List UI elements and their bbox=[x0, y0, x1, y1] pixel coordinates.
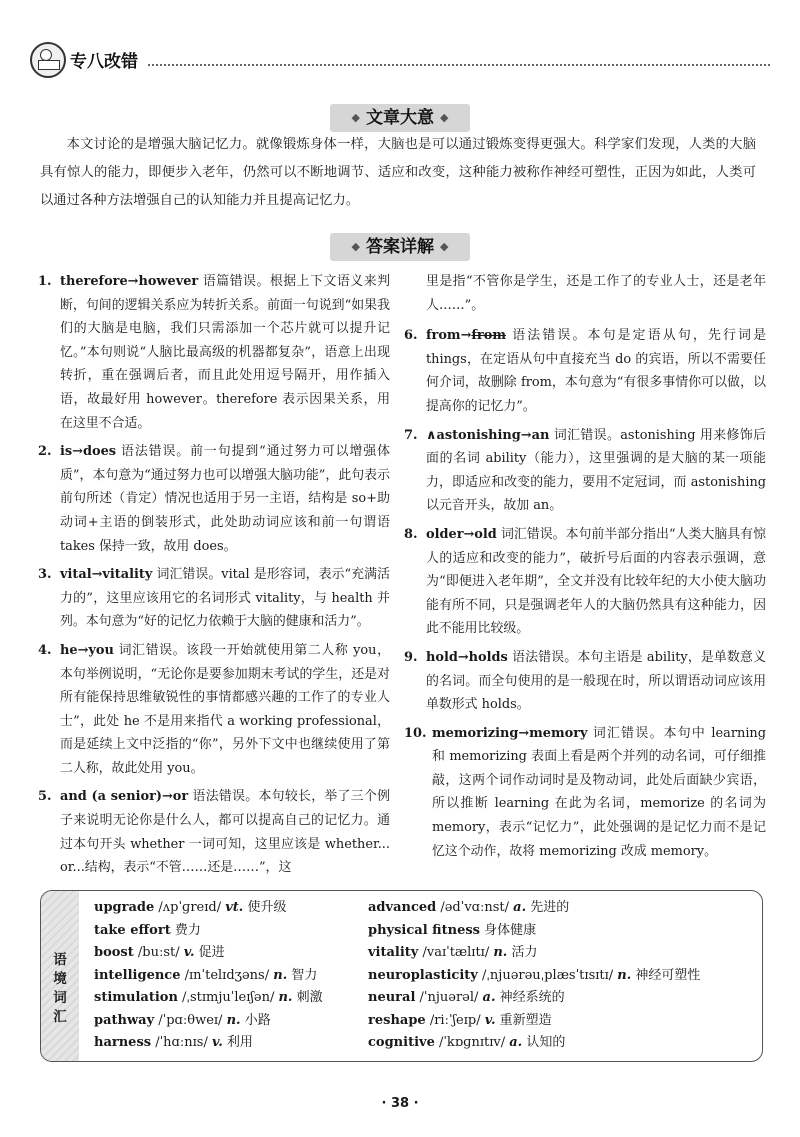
explanation: vital 是形容词，表示“充满活力的”，这里应该用它的名词形式 vitality，与 health 并列。本句意为“好的记忆力依赖于大脑的健康和活力”。 bbox=[60, 567, 390, 630]
correction: ∧astonishing→an bbox=[426, 427, 550, 443]
vocab-meaning: 重新塑造 bbox=[495, 1012, 552, 1028]
vocab-word: intelligence bbox=[94, 967, 181, 983]
vocab-entry bbox=[94, 987, 364, 1010]
vocab-entry bbox=[368, 920, 753, 943]
error-type: 语法错误。 bbox=[188, 789, 259, 805]
answer-item bbox=[38, 785, 390, 879]
answer-item bbox=[404, 646, 766, 717]
vocab-word: advanced bbox=[368, 900, 437, 915]
answer-number: 5. bbox=[38, 789, 52, 805]
correction: vital→vitality bbox=[60, 567, 153, 583]
answer-item bbox=[38, 270, 390, 435]
vocab-word: upgrade bbox=[94, 900, 155, 915]
diamond-icon: ◆ bbox=[351, 111, 360, 124]
vocab-entry bbox=[94, 1032, 364, 1055]
explanation: 本句前半部分指出“人类大脑具有惊人的适应和改变的能力”，破折号后面的内容表示强调，意为“即便进入老年期”，全文并没有比较年纪的大小使大脑功能有所不同，只是强调老年人的大脑仍然具有这种能力，因此不能用比较级。 bbox=[426, 526, 766, 637]
vocab-ipa: /ˈnjuərəl/ bbox=[415, 990, 483, 1005]
explanation: 本句主语是 ability，是单数意义的名词。而全句使用的是一般现在时，所以谓语动词应该用单数形式 holds。 bbox=[426, 649, 766, 713]
vocab-word: neuroplasticity bbox=[368, 967, 478, 983]
answer-number: 2. bbox=[38, 444, 52, 460]
answer-title-text: 答案详解 bbox=[366, 237, 434, 257]
vocab-pos: a. bbox=[513, 900, 527, 915]
correction: from→from bbox=[426, 328, 506, 344]
error-type: 词汇错误。 bbox=[549, 427, 621, 443]
correction: therefore→however bbox=[60, 274, 199, 289]
answer-number: 10. bbox=[404, 725, 427, 741]
vocab-word: harness bbox=[94, 1035, 152, 1050]
answer-section-title bbox=[330, 233, 470, 261]
answer-continuation bbox=[404, 270, 766, 317]
error-type: 语法错误。 bbox=[505, 328, 588, 344]
answer-item bbox=[404, 324, 766, 418]
diamond-icon: ◆ bbox=[351, 240, 360, 253]
vocab-ipa: /buːst/ bbox=[133, 945, 184, 960]
explanation: 里是指“不管你是学生，还是工作了的专业人士，还是老年人……”。 bbox=[426, 274, 766, 313]
explanation: 根据上下文语义来判断，句间的逻辑关系应为转折关系。前面一句说到“如果我们的大脑是电脑，我们只需添加一个芯片就可以提升记忆。”本句则说“人脑比最高级的机器都复杂”，语意上出现转折，重在强调后者，而且此处用逗号隔开，用作插入语，故最好用 however。therefore 表示因果关系，用在这里不合适。 bbox=[60, 274, 390, 431]
vocab-meaning: 神经可塑性 bbox=[631, 967, 701, 983]
answers-left-column bbox=[38, 270, 390, 885]
vocab-word: physical fitness bbox=[368, 922, 480, 938]
vocab-entry bbox=[94, 942, 364, 965]
vocab-entry bbox=[94, 1010, 364, 1033]
answer-item bbox=[38, 639, 390, 781]
vocab-ipa: /ʌpˈɡreɪd/ bbox=[154, 900, 226, 915]
explanation: 本句较长，举了三个例子来说明无论你是什么人，都可以提高自己的记忆力。通过本句开头 whether 一词可知，这里应该是 whether... or...结构，表示“不管……还是……”，这 bbox=[60, 789, 390, 876]
vocab-entry bbox=[94, 920, 364, 943]
vocab-entry bbox=[368, 942, 753, 965]
vocab-meaning: 刺激 bbox=[292, 990, 323, 1005]
vocab-entry bbox=[368, 897, 753, 920]
vocab-ipa: /ˌnjuərəuˌplæsˈtɪsɪtɪ/ bbox=[477, 967, 618, 983]
vocabulary-side-panel bbox=[41, 891, 79, 1061]
answer-item bbox=[38, 563, 390, 634]
correction: older→old bbox=[426, 526, 497, 542]
error-type: 词汇错误。 bbox=[113, 642, 187, 658]
answer-item bbox=[404, 523, 766, 641]
vocab-entry bbox=[368, 1032, 753, 1055]
vocab-word: pathway bbox=[94, 1012, 155, 1028]
deleted-word: from bbox=[471, 328, 506, 344]
vocab-pos: n. bbox=[273, 967, 288, 983]
vocab-pos: vt. bbox=[225, 900, 244, 915]
error-type: 语法错误。 bbox=[116, 444, 191, 460]
vocab-word: neural bbox=[368, 990, 416, 1005]
vocab-word: cognitive bbox=[368, 1035, 435, 1050]
header-divider bbox=[148, 64, 770, 66]
error-type: 词汇错误。 bbox=[587, 725, 664, 741]
vocab-ipa: /ɪnˈtelɪdʒəns/ bbox=[180, 967, 274, 983]
answer-item bbox=[38, 440, 390, 558]
page-header bbox=[30, 42, 770, 76]
answer-number: 1. bbox=[38, 274, 52, 289]
vocab-pos: v. bbox=[183, 945, 195, 960]
explanation: 本句中 learning 和 memorizing 表面上看是两个并列的动名词，可仔细推敲，这两个词作动词时是及物动词，此处后面缺少宾语，所以推断 learning 在此为名词，memorize 的名词为 memory，表示“记忆力”，此处强调的是记忆力而不是记忆这个动作，故将 memorizing 改成 memory。 bbox=[432, 725, 766, 859]
vocab-pos: v. bbox=[484, 1012, 496, 1028]
book-logo-icon bbox=[30, 42, 66, 78]
error-type: 词汇错误。 bbox=[152, 567, 222, 583]
answer-number: 4. bbox=[38, 642, 52, 658]
diamond-icon: ◆ bbox=[440, 111, 449, 124]
answer-number: 9. bbox=[404, 649, 418, 665]
vocab-pos: n. bbox=[493, 945, 508, 960]
vocabulary-list-left bbox=[94, 897, 364, 1055]
correction: he→you bbox=[60, 642, 114, 658]
vocab-entry bbox=[368, 1010, 753, 1033]
vocabulary-list-right bbox=[368, 897, 753, 1055]
vocab-pos: n. bbox=[617, 967, 632, 983]
vocab-meaning: 利用 bbox=[222, 1035, 253, 1050]
explanation: 本句是定语从句，先行词是 things，在定语从句中直接充当 do 的宾语，所以不需要任何介词，故删除 from，本句意为“有很多事情你可以做，以提高你的记忆力”。 bbox=[426, 328, 767, 414]
vocab-word: stimulation bbox=[94, 990, 178, 1005]
diamond-icon: ◆ bbox=[440, 240, 449, 253]
vocab-entry bbox=[368, 987, 753, 1010]
vocab-word: take effort bbox=[94, 922, 171, 938]
vocab-word: boost bbox=[94, 945, 134, 960]
correction: memorizing→memory bbox=[432, 725, 588, 741]
error-type: 词汇错误。 bbox=[496, 526, 566, 542]
vocab-pos: a. bbox=[509, 1035, 523, 1050]
vocab-meaning: 使升级 bbox=[243, 900, 287, 915]
error-type: 语法错误。 bbox=[507, 649, 578, 665]
vocab-ipa: /ˌstɪmjuˈleɪʃən/ bbox=[177, 990, 279, 1005]
answer-number: 8. bbox=[404, 526, 418, 542]
correction: hold→holds bbox=[426, 649, 508, 665]
vocab-meaning: 神经系统的 bbox=[495, 990, 565, 1005]
vocab-ipa: /ˈkɒɡnɪtɪv/ bbox=[434, 1035, 510, 1050]
vocab-meaning: 认知的 bbox=[522, 1035, 566, 1050]
vocab-pos: n. bbox=[278, 990, 293, 1005]
explanation: astonishing 用来修饰后面的名词 ability（能力），这里强调的是大脑的某一项能力，即适应和改变的能力，要用不定冠词，而 astonishing 以元音开头，故加 an。 bbox=[426, 427, 766, 514]
vocab-meaning: 活力 bbox=[507, 945, 538, 960]
vocab-word: reshape bbox=[368, 1012, 426, 1028]
answers-right-column bbox=[404, 270, 766, 868]
summary-title-text: 文章大意 bbox=[366, 108, 434, 128]
answer-item bbox=[404, 424, 766, 518]
correction: is→does bbox=[60, 444, 117, 460]
vocab-entry bbox=[94, 965, 364, 988]
correction: and (a senior)→or bbox=[60, 789, 189, 805]
answer-number: 7. bbox=[404, 427, 418, 443]
vocab-pos: v. bbox=[211, 1035, 223, 1050]
summary-paragraph: 本文讨论的是增强大脑记忆力。就像锻炼身体一样，大脑也是可以通过锻炼变得更强大。科学家们发现，人类的大脑具有惊人的能力，即便步入老年，仍然可以不断地调节、适应和改变，这种能力被称作神经可塑性，正因为如此，人类可以通过各种方法增强自己的认知能力并且提高记忆力。 bbox=[40, 137, 756, 208]
vocab-entry bbox=[94, 897, 364, 920]
page-number: · 38 · bbox=[381, 1096, 419, 1111]
answer-number: 3. bbox=[38, 567, 52, 583]
vocab-meaning: 费力 bbox=[174, 922, 201, 938]
vocab-ipa: /ədˈvɑːnst/ bbox=[436, 900, 514, 915]
error-type: 语篇错误。 bbox=[198, 274, 270, 289]
vocab-entry bbox=[368, 965, 753, 988]
vocab-ipa: /ˈpɑːθweɪ/ bbox=[154, 1012, 227, 1028]
answer-number: 6. bbox=[404, 328, 418, 344]
vocab-meaning: 先进的 bbox=[526, 900, 570, 915]
vocab-meaning: 促进 bbox=[194, 945, 225, 960]
vocab-word: vitality bbox=[368, 945, 419, 960]
vocab-ipa: /vaɪˈtælɪtɪ/ bbox=[418, 945, 494, 960]
explanation: 前一句提到“通过努力可以增强体质”，本句意为“通过努力也可以增强大脑功能”，此句表示前句所述（肯定）情况也适用于另一主语，结构是 so+助动词+主语的倒装形式，此处助动词应该和前一句谓语 takes 保持一致，故用 does。 bbox=[60, 444, 390, 554]
vocab-meaning: 小路 bbox=[240, 1012, 271, 1028]
vocab-meaning: 身体健康 bbox=[484, 922, 537, 938]
vocabulary-tag: 语境词汇 bbox=[53, 952, 67, 1025]
vocab-pos: a. bbox=[482, 990, 496, 1005]
vocab-ipa: /ˈhɑːnɪs/ bbox=[151, 1035, 212, 1050]
summary-section-title bbox=[330, 104, 470, 132]
answer-item bbox=[404, 722, 766, 864]
explanation: 该段一开始就使用第二人称 you，本句举例说明，“无论你是要参加期末考试的学生，还是对所有能保持思维敏锐性的事情都感兴趣的工作了的专业人士”，此处 he 不是用来指代 a working professional，而是延续上文中泛指的“你”，另外下文中也继续使用了第二人称，故此处用 you。 bbox=[60, 642, 390, 776]
vocabulary-box bbox=[40, 890, 763, 1062]
vocab-ipa: /riːˈʃeɪp/ bbox=[425, 1012, 485, 1028]
header-title: 专八改错 bbox=[70, 52, 138, 72]
vocab-pos: n. bbox=[226, 1012, 241, 1028]
vocab-meaning: 智力 bbox=[287, 967, 318, 983]
